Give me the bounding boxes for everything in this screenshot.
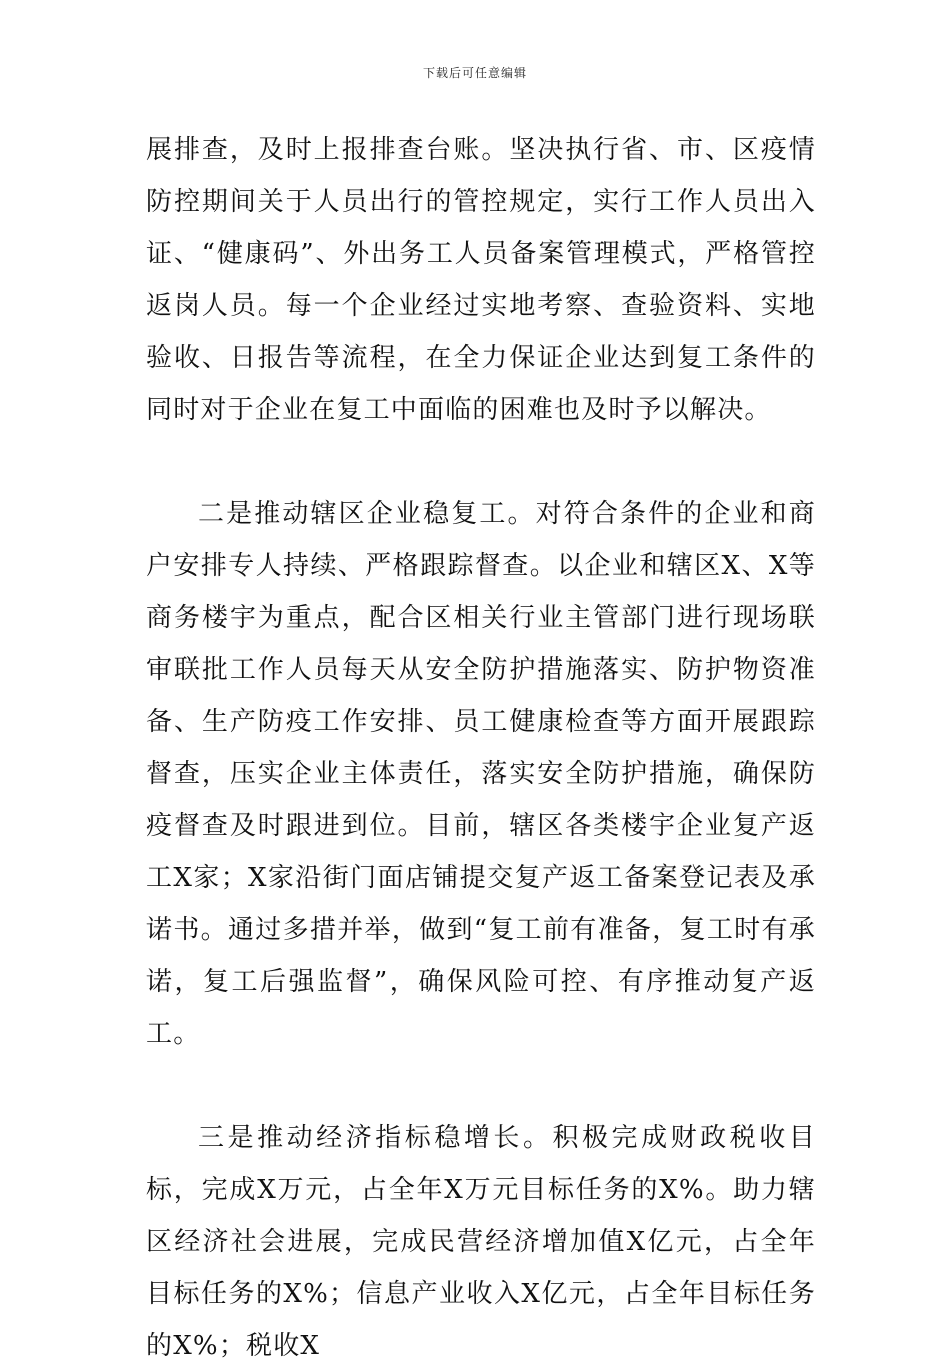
- paragraph-3: 三是推动经济指标稳增长。积极完成财政税收目标，完成X万元，占全年X万元目标任务的X%。助力辖区经济社会进展，完成民营经济增加值X亿元，占全年目标任务的X%；信息产业收入X亿元，占全年目标任务的X%；税收X: [146, 1123, 816, 1361]
- document-body: [146, 124, 816, 1372]
- paragraph-2: 二是推动辖区企业稳复工。对符合条件的企业和商户安排专人持续、严格跟踪督查。以企业和辖区X、X等商务楼宇为重点，配合区相关行业主管部门进行现场联审联批工作人员每天从安全防护措施落实、防护物资准备、生产防疫工作安排、员工健康检查等方面开展跟踪督查，压实企业主体责任，落实安全防护措施，确保防疫督查及时跟进到位。目前，辖区各类楼宇企业复产返工X家；X家沿街门面店铺提交复产返工备案登记表及承诺书。通过多措并举，做到“复工前有准备，复工时有承诺，复工后强监督”，确保风险可控、有序推动复产返工。: [146, 499, 816, 1049]
- paragraph-1: 展排查，及时上报排查台账。坚决执行省、市、区疫情防控期间关于人员出行的管控规定，实行工作人员出入证、“健康码”、外出务工人员备案管理模式，严格管控返岗人员。每一个企业经过实地考察、查验资料、实地验收、日报告等流程，在全力保证企业达到复工条件的同时对于企业在复工中面临的困难也及时予以解决。: [146, 135, 816, 425]
- page-header: 下载后可任意编辑: [422, 66, 527, 80]
